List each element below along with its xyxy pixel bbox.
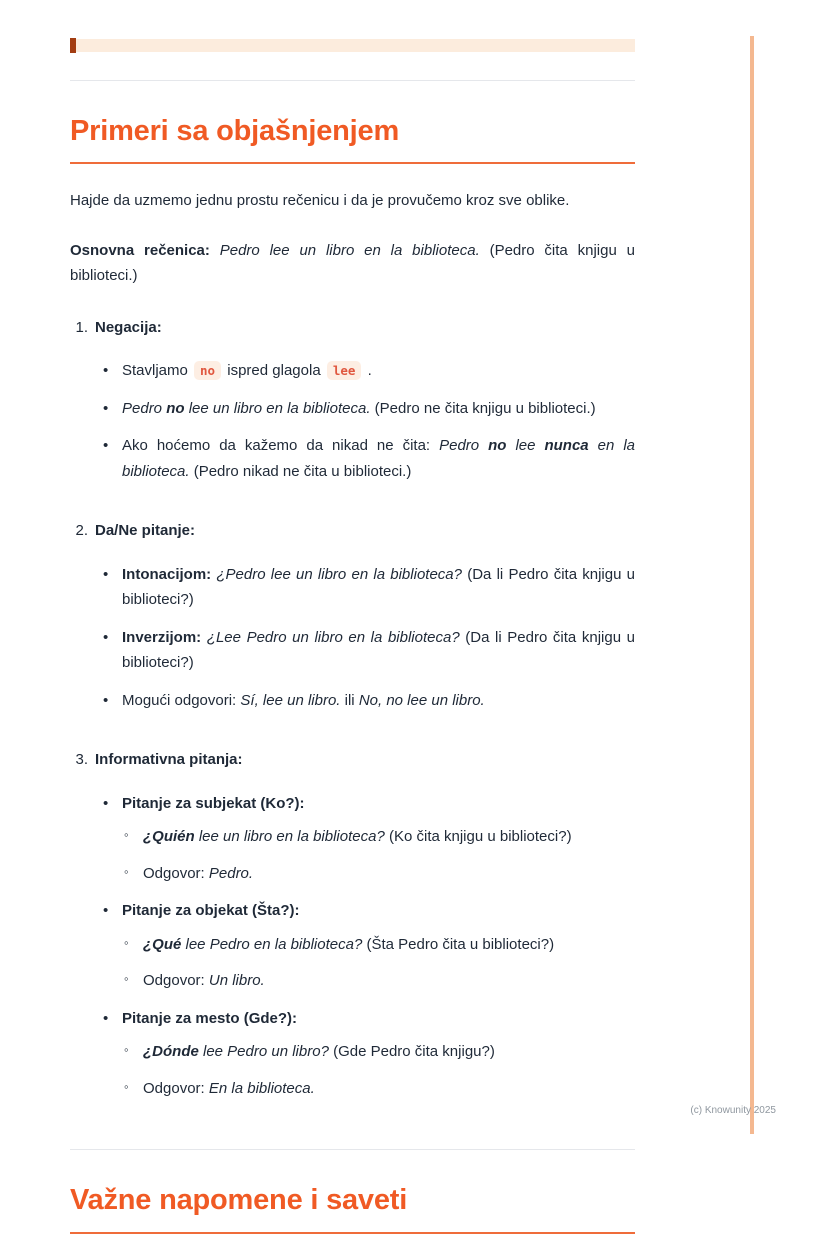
list-item-yesno-question [70, 518, 635, 725]
page-title-examples: Primeri sa objašnjenjem [70, 115, 400, 147]
sub-bullet-item: ◦ Odgovor: Un libro. [122, 968, 635, 994]
bullet-item-subject-question: • Pitanje za subjekat (Ko?): ◦ ¿Quién lee un libro en la biblioteca? (Ko čita knjigu u biblioteci?) ◦ Odgovor: Pedro. [95, 791, 635, 887]
ordered-list [70, 315, 635, 1114]
bullet-list [95, 562, 635, 714]
document-page [70, 0, 635, 1234]
list-item-info-questions [70, 747, 635, 1113]
page-title-notes: Važne napomene i saveti [70, 1184, 408, 1217]
copyright-footer: (c) Knowunity 2025 [690, 1105, 776, 1116]
sub-bullet-item: ◦ Odgovor: Pedro. [122, 861, 635, 887]
section-divider [70, 80, 635, 81]
list-number: 3. [75, 751, 88, 769]
top-bar-accent-mark [70, 38, 76, 53]
list-item-body [95, 315, 635, 497]
list-number: 2. [75, 522, 88, 540]
base-sentence-paragraph: Osnovna rečenica: Pedro lee un libro en la biblioteca. (Pedro čita knjigu u biblioteci.) [70, 241, 635, 285]
list-item-negation [70, 315, 635, 497]
sub-bullet-list [122, 1039, 635, 1101]
list-item-body [95, 747, 635, 1113]
right-decoration-bar [750, 36, 754, 1134]
intro-paragraph: Hajde da uzmemo jednu prostu rečenicu i da je provučemo kroz sve oblike. [70, 192, 570, 210]
bullet-item: • Pedro no lee un libro en la biblioteca. (Pedro ne čita knjigu u biblioteci.) [95, 396, 635, 422]
list-item-title: Informativna pitanja: [95, 751, 243, 769]
sub-bullet-item: ◦ ¿Dónde lee Pedro un libro? (Gde Pedro čita knjigu?) [122, 1039, 635, 1065]
heading-underline [70, 1232, 635, 1234]
bullet-item: • Ako hoćemo da kažemo da nikad ne čita: Pedro no lee nunca en la biblioteca. (Pedro nikad ne čita u biblioteci.) [95, 433, 635, 484]
bullet-list [95, 791, 635, 1102]
bullet-item: • Mogući odgovori: Sí, lee un libro. ili No, no lee un libro. [95, 688, 635, 714]
bullet-item-place-question: • Pitanje za mesto (Gde?): ◦ ¿Dónde lee Pedro un libro? (Gde Pedro čita knjigu?) ◦ Odgovor: En la biblioteca. [95, 1006, 635, 1102]
list-item-title: Da/Ne pitanje: [95, 522, 196, 540]
heading-underline [70, 162, 635, 164]
top-decoration-bar [70, 39, 635, 52]
bullet-list [95, 358, 635, 484]
list-item-title: Negacija: [95, 318, 162, 336]
sub-bullet-list [122, 824, 635, 886]
bullet-item: • Inverzijom: ¿Lee Pedro un libro en la biblioteca? (Da li Pedro čita knjigu u biblioteci?) [95, 625, 635, 676]
sub-bullet-item: ◦ ¿Qué lee Pedro en la biblioteca? (Šta Pedro čita u biblioteci?) [122, 932, 635, 958]
list-item-body [95, 518, 635, 725]
sub-bullet-item: ◦ ¿Quién lee un libro en la biblioteca? (Ko čita knjigu u biblioteci?) [122, 824, 635, 850]
list-number: 1. [75, 318, 88, 336]
bullet-item: • Stavljamo no ispred glagola lee . [95, 358, 635, 384]
bullet-item-object-question: • Pitanje za objekat (Šta?): ◦ ¿Qué lee Pedro en la biblioteca? (Šta Pedro čita u biblioteci?) ◦ Odgovor: Un libro. [95, 898, 635, 994]
sub-bullet-list [122, 932, 635, 994]
section-divider [70, 1149, 635, 1150]
sub-bullet-item: ◦ Odgovor: En la biblioteca. [122, 1076, 635, 1102]
bullet-item: • Intonacijom: ¿Pedro lee un libro en la biblioteca? (Da li Pedro čita knjigu u biblioteci?) [95, 562, 635, 613]
